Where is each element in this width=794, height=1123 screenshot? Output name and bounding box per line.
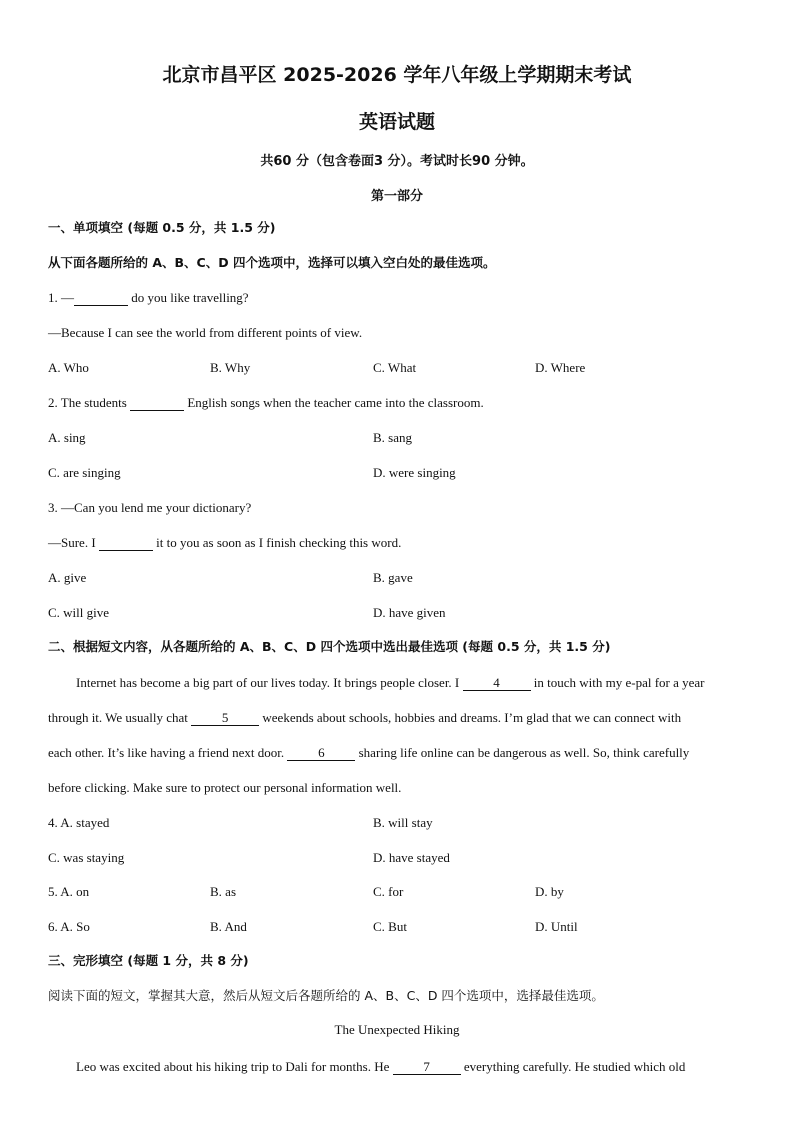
q1-option-d: D. Where: [535, 360, 586, 375]
question-3-line2: [48, 534, 401, 552]
blank-7: 7: [393, 1060, 461, 1075]
q4-option-b: B. will stay: [373, 815, 433, 830]
exam-info: 共60 分（包含卷面3 分）。考试时长90 分钟。: [260, 154, 534, 169]
section1-instruction: 从下面各题所给的 A、B、C、D 四个选项中，选择可以填入空白处的最佳选项。: [48, 255, 496, 270]
passage-text: sharing life online can be dangerous as well. So, think carefully: [355, 745, 690, 760]
q6-option-c: C. But: [373, 919, 407, 934]
blank-6: 6: [287, 746, 355, 761]
passage-line-1: [48, 674, 748, 692]
question-3-line1: 3. —Can you lend me your dictionary?: [48, 500, 252, 515]
q3-option-b: B. gave: [373, 570, 413, 585]
passage-text: Internet has become a big part of our lives today. It brings people closer. I: [76, 675, 463, 690]
q2-option-d: D. were singing: [373, 465, 456, 480]
q5-option-b: B. as: [210, 884, 236, 899]
q2-option-c: C. are singing: [48, 465, 121, 480]
blank-5: 5: [191, 711, 259, 726]
q4-option-d: D. have stayed: [373, 850, 450, 865]
q2-option-a: A. sing: [48, 430, 86, 445]
q5-option-a: 5. A. on: [48, 884, 90, 899]
question-1-prefix: 1. —: [48, 290, 74, 305]
subject-title: 英语试题: [358, 111, 435, 133]
q6-option-a: 6. A. So: [48, 919, 90, 934]
exam-title: 北京市昌平区 2025-2026 学年八年级上学期期末考试: [162, 64, 632, 86]
q5-option-c: C. for: [373, 884, 404, 899]
story-text: Leo was excited about his hiking trip to Dali for months. He: [76, 1059, 393, 1074]
q1-option-c: C. What: [373, 360, 417, 375]
question-1-line2: —Because I can see the world from different points of view.: [48, 325, 363, 340]
q1-option-b: B. Why: [210, 360, 251, 375]
passage-line-2: [48, 709, 748, 727]
blank-4: 4: [463, 676, 531, 691]
q4-option-c: C. was staying: [48, 850, 125, 865]
q3-option-a: A. give: [48, 570, 87, 585]
passage-text: weekends about schools, hobbies and dreams. I’m glad that we can connect with: [259, 710, 682, 725]
answer-blank: [74, 291, 128, 306]
passage-line-4: before clicking. Make sure to protect our personal information well.: [48, 780, 402, 795]
q6-option-b: B. And: [210, 919, 247, 934]
question-3-prefix: —Sure. I: [48, 535, 99, 550]
passage-line-3: [48, 744, 748, 762]
section1-heading: 一、单项填空 (每题 0.5 分，共 1.5 分): [48, 220, 276, 235]
q2-option-b: B. sang: [373, 430, 412, 445]
q4-option-a: 4. A. stayed: [48, 815, 110, 830]
question-2-prefix: 2. The students: [48, 395, 131, 410]
section2-heading: 二、根据短文内容，从各题所给的 A、B、C、D 四个选项中选出最佳选项 (每题 0.5 分，共 1.5 分): [48, 639, 611, 654]
story-line-1: [48, 1058, 748, 1076]
part-label: 第一部分: [370, 189, 423, 204]
question-1-suffix: do you like travelling?: [128, 290, 249, 305]
section3-instruction: 阅读下面的短文，掌握其大意，然后从短文后各题所给的 A、B、C、D 四个选项中，选择最佳选项。: [48, 988, 604, 1003]
q3-option-d: D. have given: [373, 605, 446, 620]
story-text: everything carefully. He studied which old: [460, 1059, 686, 1074]
question-3-suffix: it to you as soon as I finish checking this word.: [152, 535, 402, 550]
question-2-suffix: English songs when the teacher came into the classroom.: [184, 395, 484, 410]
passage-text: in touch with my e-pal for a year: [530, 675, 705, 690]
section3-heading: 三、完形填空 (每题 1 分，共 8 分): [48, 953, 249, 968]
story-title: The Unexpected Hiking: [334, 1022, 460, 1037]
passage-text: through it. We usually chat: [48, 710, 192, 725]
answer-blank: [130, 396, 184, 411]
q1-option-a: A. Who: [48, 360, 89, 375]
passage-text: each other. It’s like having a friend next door.: [48, 745, 288, 760]
q3-option-c: C. will give: [48, 605, 110, 620]
question-1: [48, 289, 249, 307]
q6-option-d: D. Until: [535, 919, 578, 934]
question-2: [48, 394, 484, 412]
q5-option-d: D. by: [535, 884, 564, 899]
answer-blank: [99, 536, 153, 551]
